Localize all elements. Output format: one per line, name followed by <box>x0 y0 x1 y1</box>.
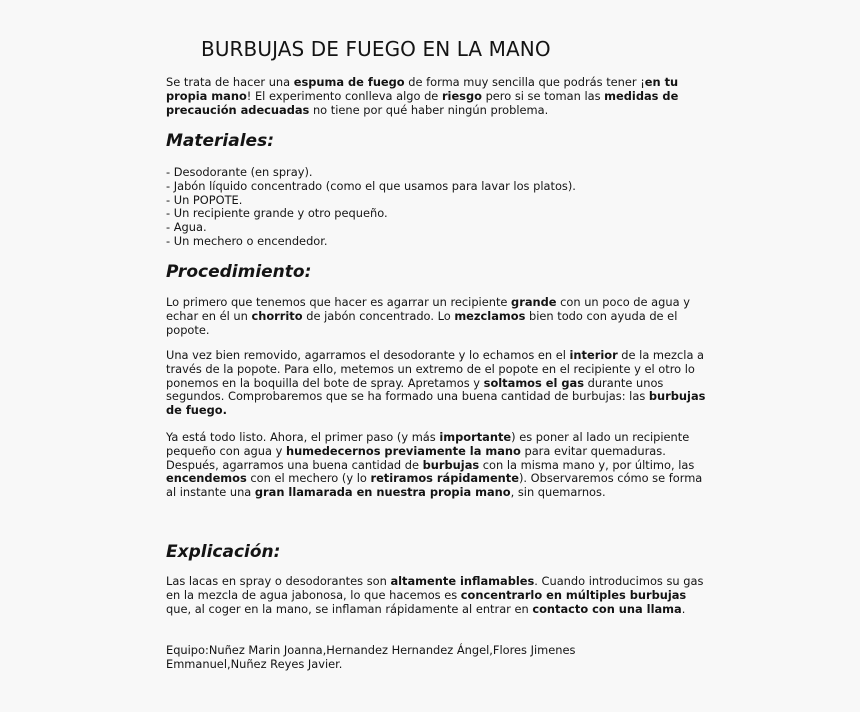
text-run: con un poco de agua y echar en él un <box>166 295 690 323</box>
procedimiento-heading: Procedimiento: <box>166 262 312 282</box>
list-item: - Un mechero o encendedor. <box>166 233 328 248</box>
text-run: pero si se toman las <box>481 88 605 103</box>
bold-text: mezclamos <box>454 308 526 323</box>
text-run: Ya está todo listo. Ahora, el primer paso (y más <box>166 430 440 444</box>
text-run: . Cuando introducimos su gas en la mezcla de agua jabonosa, lo que hacemos es <box>166 574 704 602</box>
bold-text: burbujas de fuego. <box>166 389 706 418</box>
text-run: , sin quemarnos. <box>510 485 606 500</box>
text-run: de jabón concentrado. Lo <box>302 308 455 323</box>
list-item: - Un POPOTE. <box>166 192 243 207</box>
intro-paragraph <box>166 76 706 117</box>
text-run: de la mezcla a través de la popote. Para ello, metemos un extremo de el popote en el recipiente y el otro lo ponemos en la boquilla del bote de spray. Apretamos y <box>166 348 705 390</box>
text-run: ! El experimento conlleva algo de <box>246 88 442 103</box>
materiales-list <box>166 166 706 249</box>
bold-text: en tu propia mano <box>166 75 679 103</box>
text-run: para evitar quemaduras. Después, agarramos una buena cantidad de <box>166 443 666 472</box>
bold-text: medidas de precaución adecuadas <box>166 88 679 117</box>
bold-text: soltamos el gas <box>483 375 584 390</box>
text-run: Las lacas en spray o desodorantes son <box>166 574 391 588</box>
text-run: Una vez bien removido, agarramos el desodorante y lo echamos en el <box>166 348 570 362</box>
text-run: no tiene por qué haber ningún problema. <box>309 102 549 117</box>
explicacion-paragraph <box>166 575 706 616</box>
materiales-heading: Materiales: <box>166 131 275 151</box>
bold-text: espuma de fuego <box>293 75 405 89</box>
bold-text: contacto con una llama <box>532 601 682 616</box>
list-item: - Agua. <box>166 220 207 235</box>
text-run: ). Observaremos cómo se forma al instante una <box>166 471 703 500</box>
bold-text: riesgo <box>441 88 482 103</box>
bold-text: encendemos <box>166 471 247 486</box>
bold-text: chorrito <box>251 308 303 323</box>
team-credits <box>166 644 706 672</box>
bold-text: importante <box>439 430 512 444</box>
text-run: bien todo con ayuda de el popote. <box>166 308 678 337</box>
text-run: de forma muy sencilla que podrás tener ¡ <box>404 75 645 89</box>
bold-text: altamente inflamables <box>390 574 535 588</box>
team-line-2: Emmanuel,Nuñez Reyes Javier. <box>166 656 343 671</box>
bold-text: humedecernos previamente la mano <box>285 443 521 458</box>
bold-text: grande <box>511 295 557 309</box>
procedimiento-paragraph-1 <box>166 296 706 337</box>
text-run: durante unos segundos. Comprobaremos que se ha formado una buena cantidad de burbujas: las <box>166 375 664 404</box>
text-run: con el mechero (y lo <box>246 471 371 486</box>
explicacion-heading: Explicación: <box>166 542 281 562</box>
text-run: . <box>681 601 686 616</box>
list-item: - Jabón líquido concentrado (como el que usamos para lavar los platos). <box>166 178 576 193</box>
list-item: - Un recipiente grande y otro pequeño. <box>166 206 388 221</box>
procedimiento-paragraph-2 <box>166 349 706 418</box>
text-run: Se trata de hacer una <box>166 75 294 89</box>
bold-text: interior <box>569 348 618 362</box>
team-line-1: Equipo:Nuñez Marin Joanna,Hernandez Hernandez Ángel,Flores Jimenes <box>166 643 576 657</box>
page-title: BURBUJAS DE FUEGO EN LA MANO <box>201 37 551 61</box>
bold-text: burbujas <box>422 457 480 472</box>
text-run: ) es poner al lado un recipiente pequeño con agua y <box>166 430 690 458</box>
bold-text: retiramos rápidamente <box>370 471 519 486</box>
text-run: Lo primero que tenemos que hacer es agarrar un recipiente <box>166 295 512 309</box>
procedimiento-paragraph-3 <box>166 431 706 500</box>
text-run: con la misma mano y, por último, las <box>479 457 695 472</box>
bold-text: gran llamarada en nuestra propia mano <box>254 485 511 500</box>
list-item: - Desodorante (en spray). <box>166 165 313 179</box>
bold-text: concentrarlo en múltiples burbujas <box>460 587 687 602</box>
text-run: que, al coger en la mano, se inflaman rápidamente al entrar en <box>166 601 533 616</box>
